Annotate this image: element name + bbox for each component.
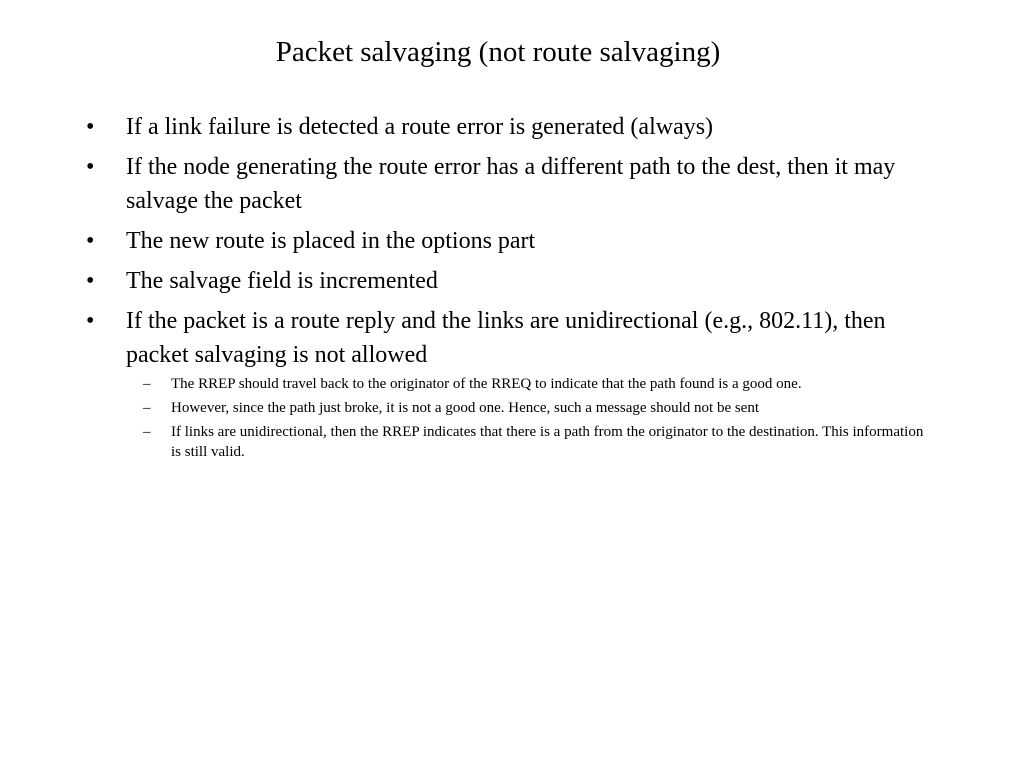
bullet-text: If the node generating the route error has a different path to the dest, then it may salvage the packet: [126, 154, 896, 214]
bullet-text: If the packet is a route reply and the links are unidirectional (e.g., 802.11), then packet salvaging is not allowed: [126, 308, 886, 368]
bullet-marker: •: [86, 228, 95, 254]
bullet-item: [0, 110, 1024, 144]
bullet-text: The new route is placed in the options part: [126, 228, 536, 254]
bullet-marker: •: [86, 114, 95, 140]
bullet-marker: •: [86, 154, 95, 180]
sub-bullet-text: The RREP should travel back to the originator of the RREQ to indicate that the path found is a good one.: [171, 376, 802, 392]
bullet-text: If a link failure is detected a route error is generated (always): [126, 114, 714, 140]
bullet-text: The salvage field is incremented: [126, 268, 438, 294]
sub-bullet-list: [0, 374, 1024, 462]
sub-bullet-item: [0, 374, 1024, 394]
sub-bullet-group: [0, 374, 1024, 462]
sub-bullet-text: If links are unidirectional, then the RREP indicates that there is a path from the originator to the destination. This information is still valid.: [171, 424, 924, 460]
bullet-marker: •: [86, 308, 95, 334]
bullet-item: [0, 224, 1024, 258]
bullet-item: [0, 264, 1024, 298]
sub-bullet-text: However, since the path just broke, it is not a good one. Hence, such a message should not be sent: [171, 400, 760, 416]
sub-bullet-marker: –: [143, 400, 151, 416]
sub-bullet-item: [0, 398, 1024, 418]
slide-title: Packet salvaging (not route salvaging): [275, 36, 721, 68]
sub-bullet-marker: –: [143, 424, 151, 440]
bullet-marker: •: [86, 268, 95, 294]
bullet-item: [0, 150, 1024, 218]
sub-bullet-item: [0, 422, 1024, 462]
sub-bullet-marker: –: [143, 376, 151, 392]
bullet-item: [0, 304, 1024, 372]
bullet-list: [0, 110, 1024, 466]
